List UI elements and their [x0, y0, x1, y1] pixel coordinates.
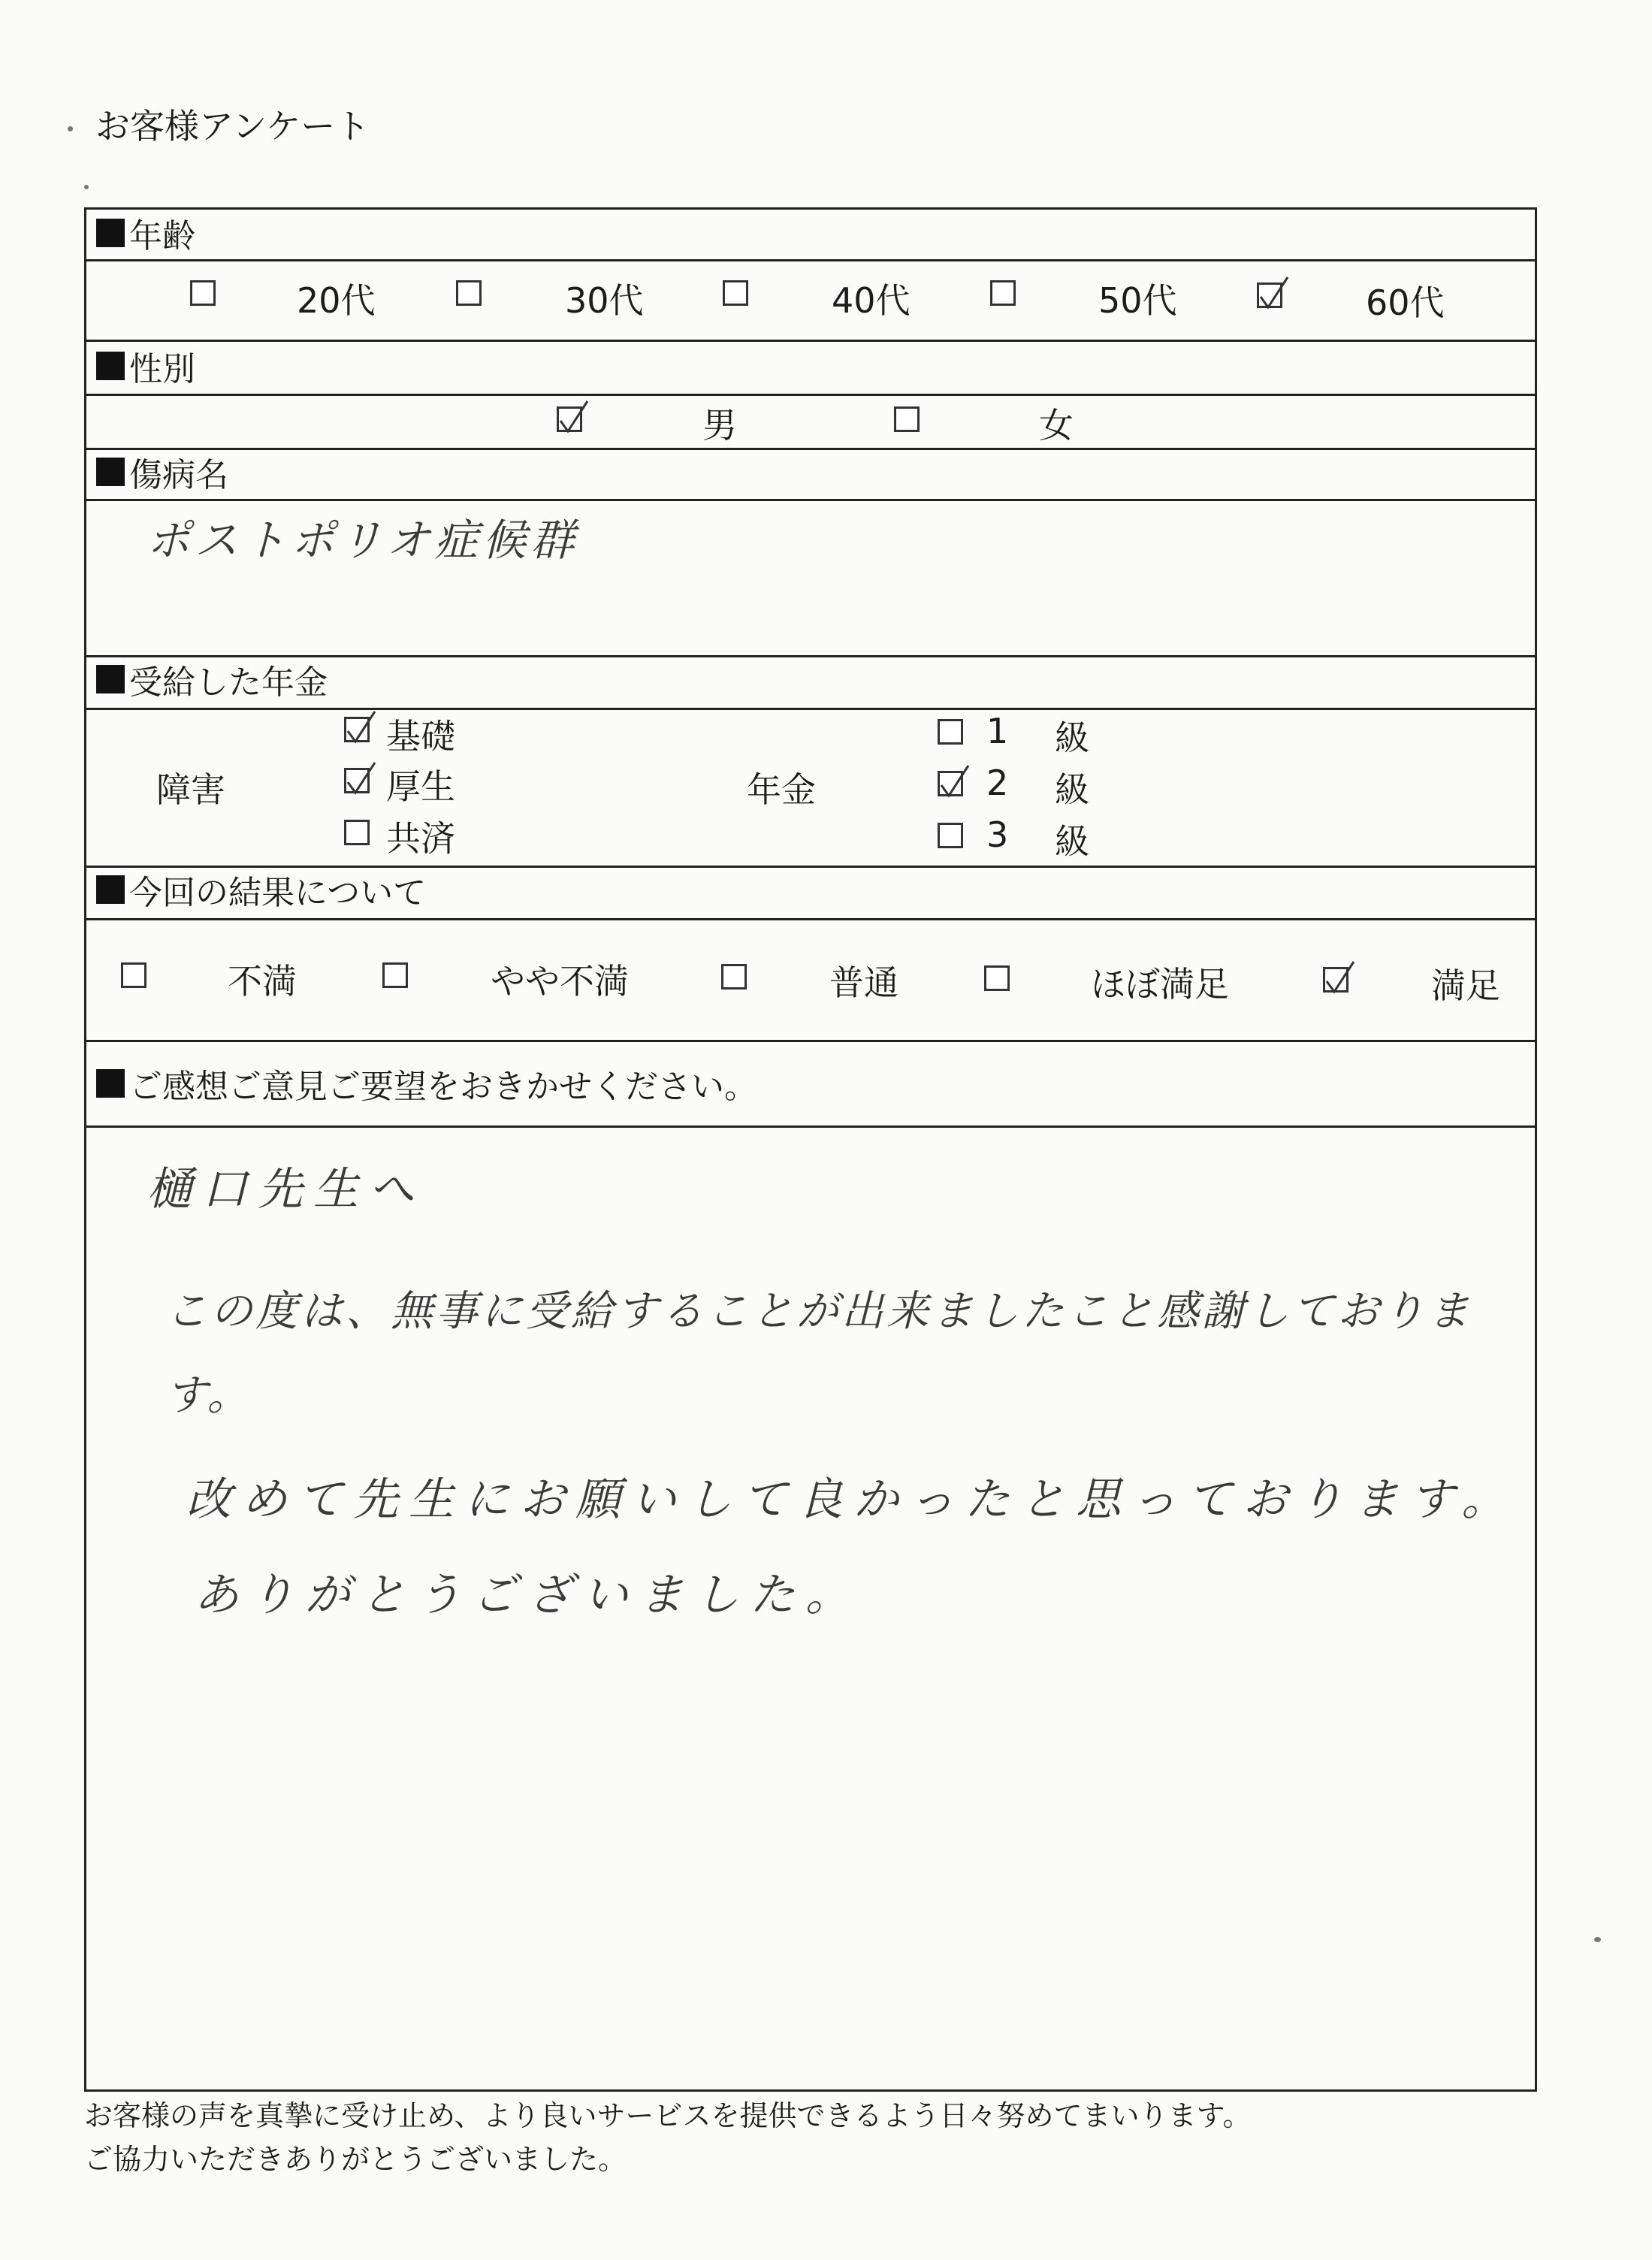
checkbox-result-hobo-manzoku[interactable] [984, 965, 1010, 991]
option-label: 50代 [1098, 280, 1177, 321]
option-label: 共済 [386, 818, 455, 859]
grade-number: 2 [986, 763, 1009, 803]
option-label: 30代 [565, 280, 644, 321]
checkbox-result-manzoku[interactable] [1323, 967, 1348, 993]
pension-label: 年金 [747, 769, 816, 810]
grade-number: 1 [986, 711, 1009, 751]
grade-unit: 級 [1055, 821, 1089, 862]
check-mark-icon [345, 760, 378, 796]
option-label: 基礎 [386, 716, 455, 757]
option-label: 60代 [1366, 282, 1445, 323]
checkbox-result-fuman[interactable] [121, 962, 146, 988]
bullet-square-icon [96, 219, 125, 247]
option-label: 不満 [228, 961, 297, 1002]
section-heading-age: 年齢 [96, 209, 195, 257]
checkbox-pension-kyosai[interactable] [344, 820, 370, 845]
option-label: 男 [702, 405, 737, 446]
form-frame [84, 207, 1537, 2092]
check-mark-icon [345, 709, 378, 745]
bullet-square-icon [96, 1069, 125, 1098]
section-heading-illness: 傷病名 [96, 448, 228, 496]
section-heading-comments: ご感想ご意見ご要望をおきかせください。 [96, 1059, 757, 1107]
check-mark-icon [1258, 274, 1291, 310]
divider [84, 394, 1537, 396]
option-label: 満足 [1431, 965, 1500, 1006]
option-label: 40代 [832, 280, 911, 321]
checkbox-gender-female[interactable] [894, 406, 920, 432]
checkbox-gender-male[interactable] [557, 406, 582, 432]
checkbox-grade-1[interactable] [938, 719, 963, 745]
check-mark-icon [1324, 959, 1357, 995]
grade-number: 3 [986, 814, 1009, 855]
checkbox-grade-3[interactable] [938, 823, 963, 848]
checkbox-age-30[interactable] [456, 280, 482, 306]
comment-line: ありがとうございました。 [194, 1569, 861, 1621]
divider [84, 499, 1537, 501]
bullet-square-icon [96, 665, 125, 693]
checkbox-result-futsu[interactable] [721, 964, 747, 990]
footer-line: ご協力いただきありがとうございました。 [84, 2143, 627, 2176]
checkbox-result-yaya-fuman[interactable] [382, 962, 408, 988]
illness-answer[interactable]: ポストポリオ症候群 [146, 515, 579, 566]
checkbox-pension-kosei[interactable] [344, 768, 370, 793]
divider [84, 259, 1537, 261]
section-heading-result: 今回の結果について [96, 866, 426, 914]
bullet-square-icon [96, 875, 125, 904]
divider [84, 448, 1537, 450]
section-heading-gender: 性別 [96, 342, 195, 390]
comment-line: 樋口先生へ [146, 1163, 424, 1216]
grade-unit: 級 [1055, 769, 1089, 810]
checkbox-age-50[interactable] [990, 280, 1016, 306]
checkbox-age-60[interactable] [1257, 282, 1282, 308]
comment-line: この度は、無事に受給することが出来ましたこと感謝しております。 [165, 1287, 1472, 1420]
divider [84, 1040, 1537, 1042]
disability-label: 障害 [156, 769, 225, 810]
checkbox-age-20[interactable] [190, 280, 216, 306]
checkbox-age-40[interactable] [723, 280, 748, 306]
bullet-square-icon [96, 458, 125, 486]
section-heading-pension: 受給した年金 [96, 655, 328, 703]
page-title: お客様アンケート [95, 106, 370, 147]
option-label: 女 [1039, 405, 1074, 446]
option-label: やや不満 [491, 961, 629, 1002]
bullet-square-icon [96, 352, 125, 380]
comment-line: 改めて先生にお願いして良かったと思っております。 [186, 1473, 1518, 1526]
footer-line: お客様の声を真摯に受け止め、より良いサービスを提供できるよう日々努めてまいります。 [84, 2099, 1252, 2132]
check-mark-icon [938, 763, 971, 799]
option-label: 普通 [829, 962, 898, 1003]
grade-unit: 級 [1055, 718, 1089, 758]
divider [84, 340, 1537, 342]
check-mark-icon [557, 398, 590, 434]
divider [84, 918, 1537, 920]
option-label: 厚生 [386, 766, 455, 807]
option-label: ほぼ満足 [1091, 964, 1229, 1005]
divider [84, 1125, 1537, 1128]
divider [84, 708, 1537, 710]
checkbox-pension-kiso[interactable] [344, 717, 370, 742]
checkbox-grade-2[interactable] [938, 771, 963, 796]
option-label: 20代 [297, 280, 376, 321]
